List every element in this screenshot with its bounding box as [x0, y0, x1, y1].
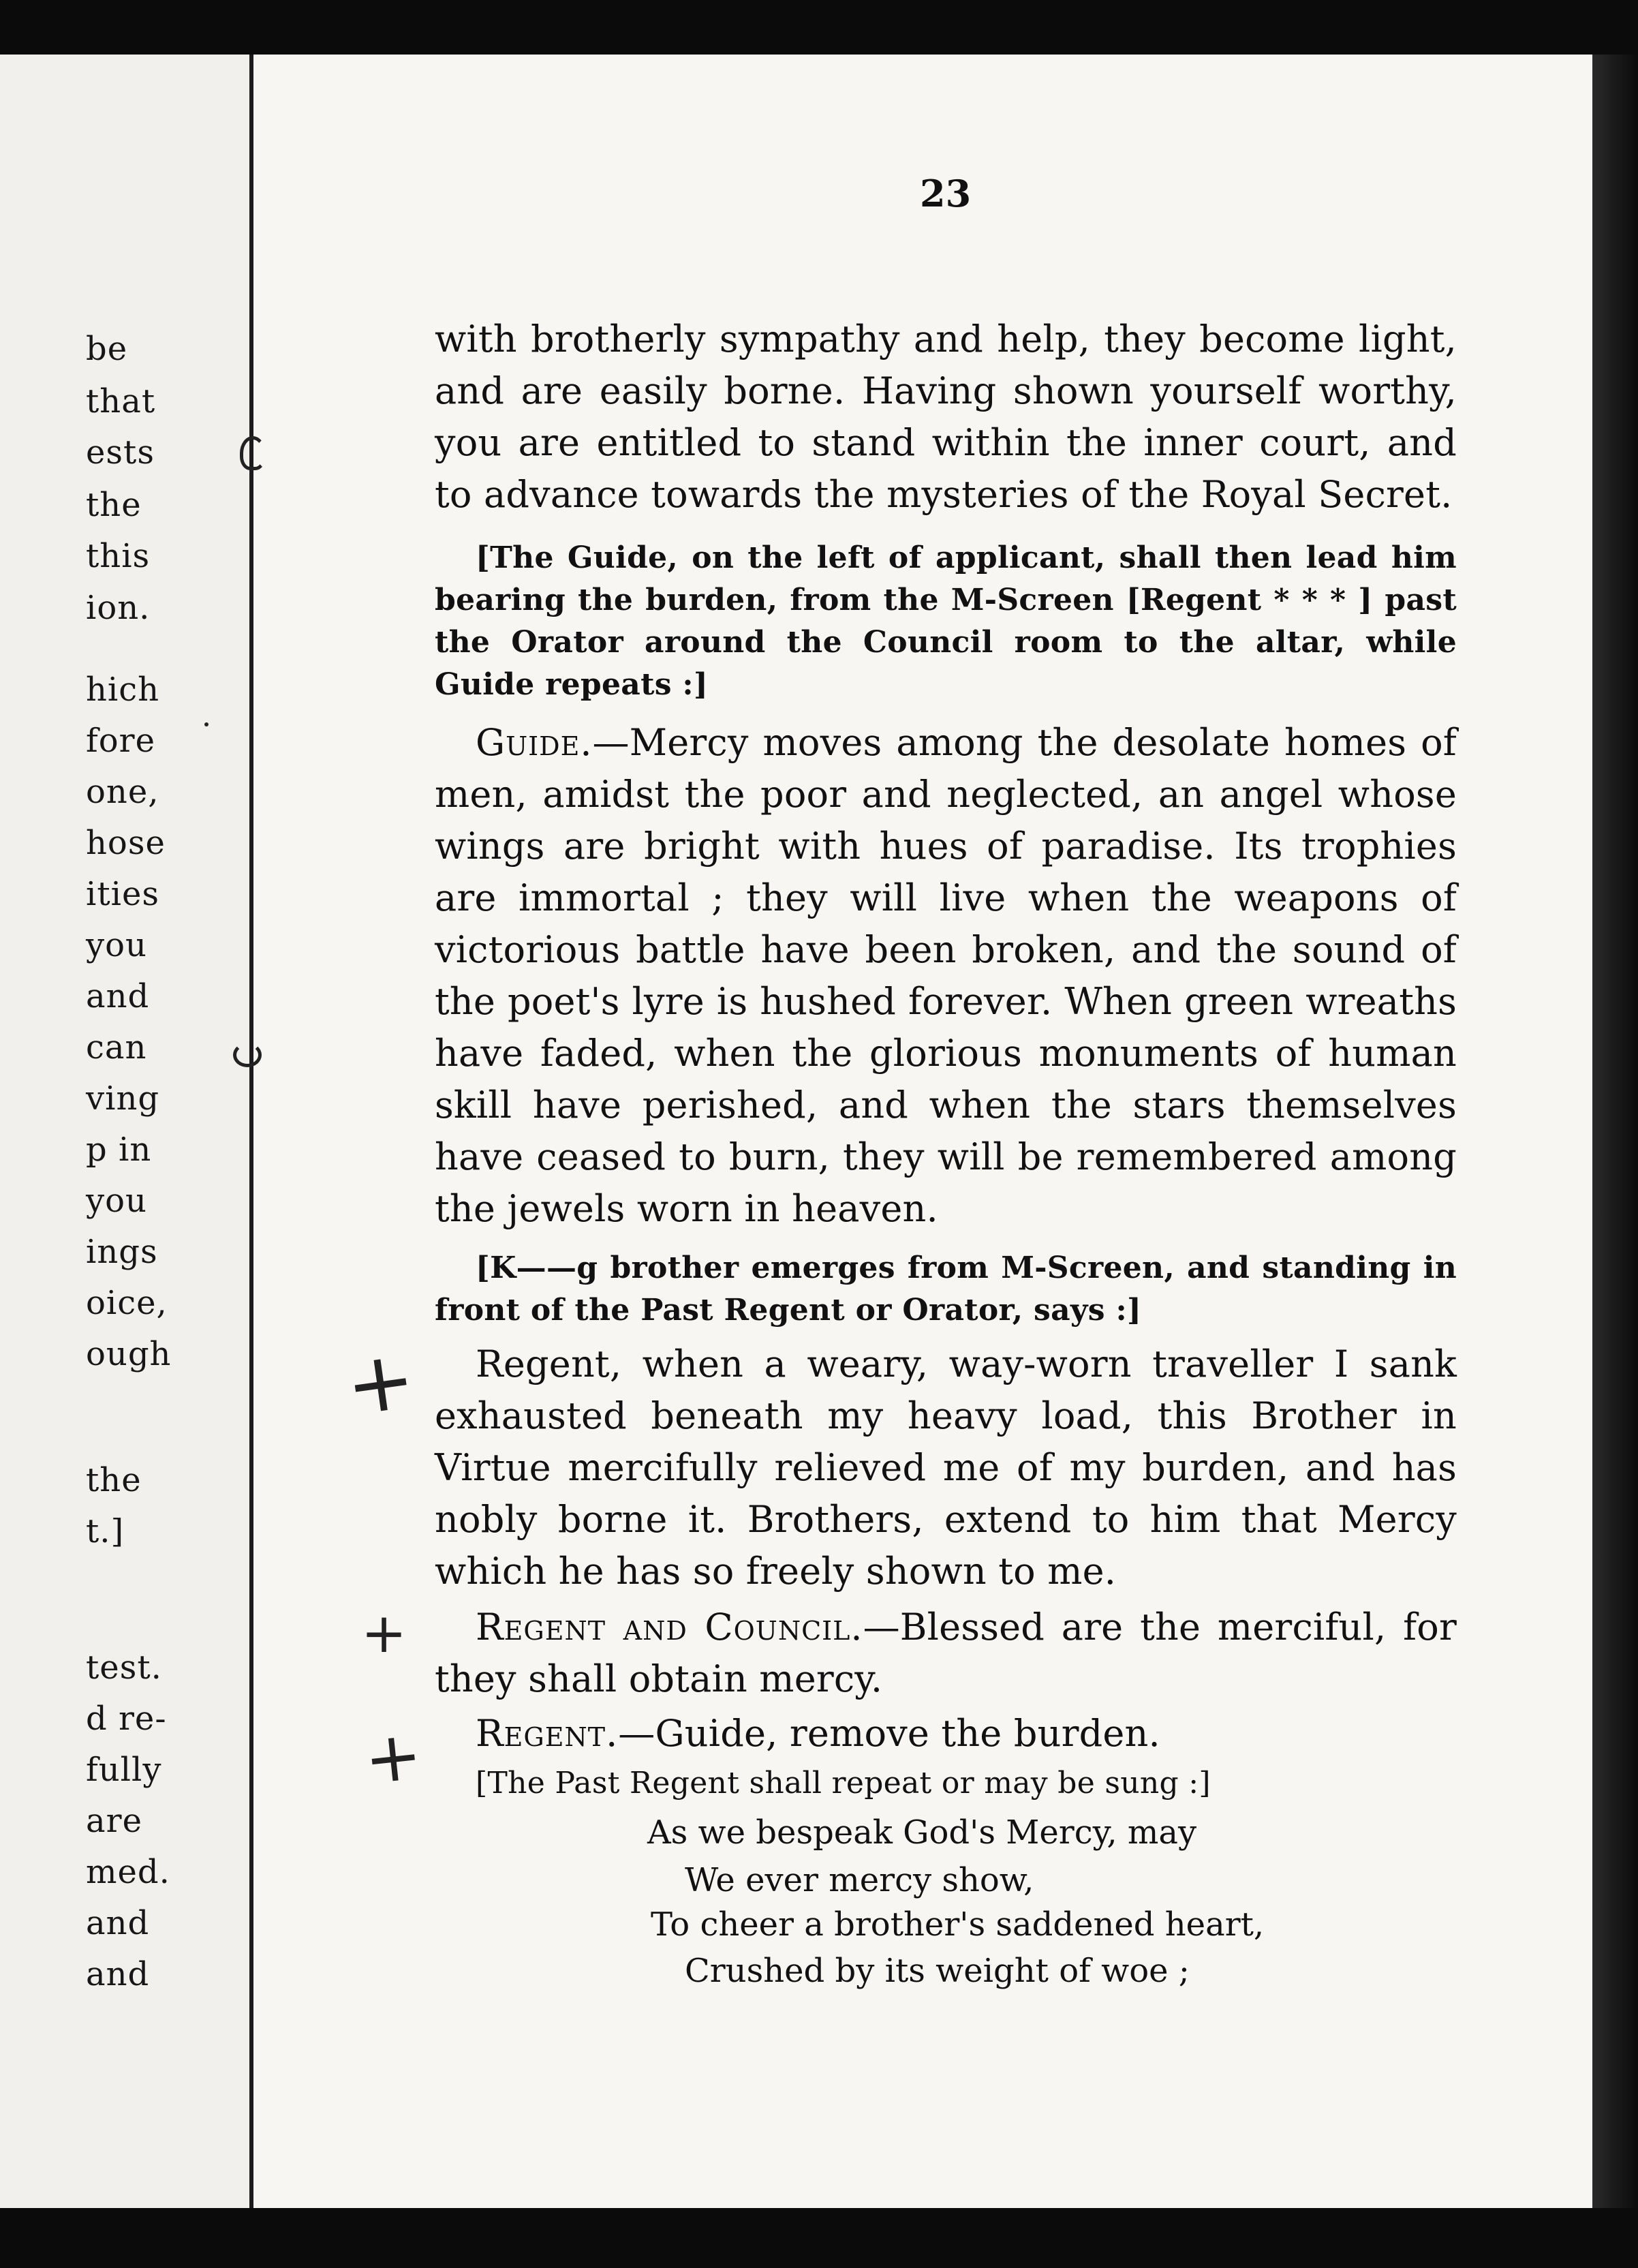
guide-speech: [435, 717, 1457, 1235]
left-fragment: can: [86, 1028, 147, 1067]
verse-line: We ever mercy show,: [685, 1861, 1034, 1899]
guide-speech-text: —Mercy moves among the desolate homes of men, amidst the poor and neglected, an angel whose wings are bright with hues of paradise. Its trophies are immortal ; they will live when the weapons of victorious battle have been broken, and the sound of the poet's lyre is hushed forever. When green wreaths have faded, when the glorious monuments of human skill have perished, and when the stars themselves have ceased to burn, they will be remembered among the jewels worn in heaven.: [435, 721, 1457, 1230]
regent-speech: [435, 1708, 1457, 1760]
handwritten-cross-mark: +: [360, 1714, 426, 1800]
paragraph-regent-address: Regent, when a weary, way-worn traveller I sank exhausted beneath my heavy load, this Brother in Virtue mercifully relieved me of my burden, and has nobly borne it. Brothers, extend to him that Mercy which he has so freely shown to me.: [435, 1343, 1457, 1593]
left-fragment: fore: [86, 722, 156, 760]
council-speech: [435, 1602, 1457, 1705]
left-fragment: you: [86, 926, 147, 964]
binding-stitch-mark: [240, 436, 266, 470]
page-number: 23: [920, 172, 972, 215]
left-fragment: the: [86, 486, 142, 524]
council-speech-text: —Blessed are the merciful, for they shall obtain mercy.: [435, 1606, 1457, 1700]
left-fragment: one,: [86, 773, 159, 811]
speaker-guide: Guide.: [476, 721, 593, 764]
left-fragment: ion.: [86, 589, 151, 627]
verse-line: Crushed by its weight of woe ;: [685, 1952, 1190, 1990]
left-fragment: ings: [86, 1233, 158, 1271]
left-fragment: ests: [86, 433, 155, 472]
left-fragment: the: [86, 1461, 142, 1499]
left-fragment: be: [86, 330, 128, 368]
verse-line: As we bespeak God's Mercy, may: [647, 1813, 1197, 1852]
stage-direction-guide: [The Guide, on the left of applicant, shall then lead him bearing the burden, from the M-Screen [Regent * * * ] past the Orator around the Council room to the altar, while Guide repeats :]: [435, 540, 1457, 702]
left-fragment: that: [86, 382, 156, 420]
left-fragment: you: [86, 1182, 147, 1220]
stage-direction-brother: [K——g brother emerges from M-Screen, and standing in front of the Past Regent or Orator, says :]: [435, 1251, 1457, 1328]
left-fragment: test.: [86, 1649, 162, 1687]
left-fragment: hose: [86, 824, 166, 862]
main-text-block: [435, 313, 1457, 1805]
stage-direction-sung: [The Past Regent shall repeat or may be sung :]: [476, 1766, 1211, 1800]
left-fragment: are: [86, 1802, 142, 1840]
left-fragment: p in: [86, 1131, 152, 1169]
regent-speech-text: —Guide, remove the burden.: [618, 1712, 1160, 1755]
left-fragment: and: [86, 1955, 150, 1993]
left-page-edge: [0, 55, 249, 2208]
speaker-regent: Regent.: [476, 1712, 619, 1755]
binding-stitch-mark: [233, 1043, 262, 1067]
left-fragment: ities: [86, 875, 160, 913]
left-fragment: d re-: [86, 1700, 167, 1738]
left-fragment: oice,: [86, 1284, 168, 1322]
paragraph-worthy: with brotherly sympathy and help, they become light, and are easily borne. Having shown yourself worthy, you are entitled to stand within the inner court, and to advance towards the mysteries of the Royal Secret.: [435, 318, 1457, 516]
verse-line: To cheer a brother's saddened heart,: [651, 1905, 1265, 1944]
left-fragment: and: [86, 977, 150, 1015]
left-fragment: this: [86, 537, 151, 575]
speaker-regent-and-council: Regent and Council.: [476, 1606, 863, 1649]
left-fragment: hich: [86, 671, 160, 709]
left-fragment: med.: [86, 1853, 170, 1891]
ink-speck: [204, 722, 208, 726]
page-edge-shadow: [1592, 55, 1638, 2208]
left-fragment: ough: [86, 1335, 172, 1373]
left-fragment: and: [86, 1904, 150, 1942]
left-fragment: fully: [86, 1751, 162, 1789]
left-fragment: ving: [86, 1079, 160, 1118]
handwritten-cross-mark: +: [339, 1331, 421, 1435]
left-fragment: t.]: [86, 1512, 125, 1550]
handwritten-cross-mark: +: [361, 1602, 407, 1665]
